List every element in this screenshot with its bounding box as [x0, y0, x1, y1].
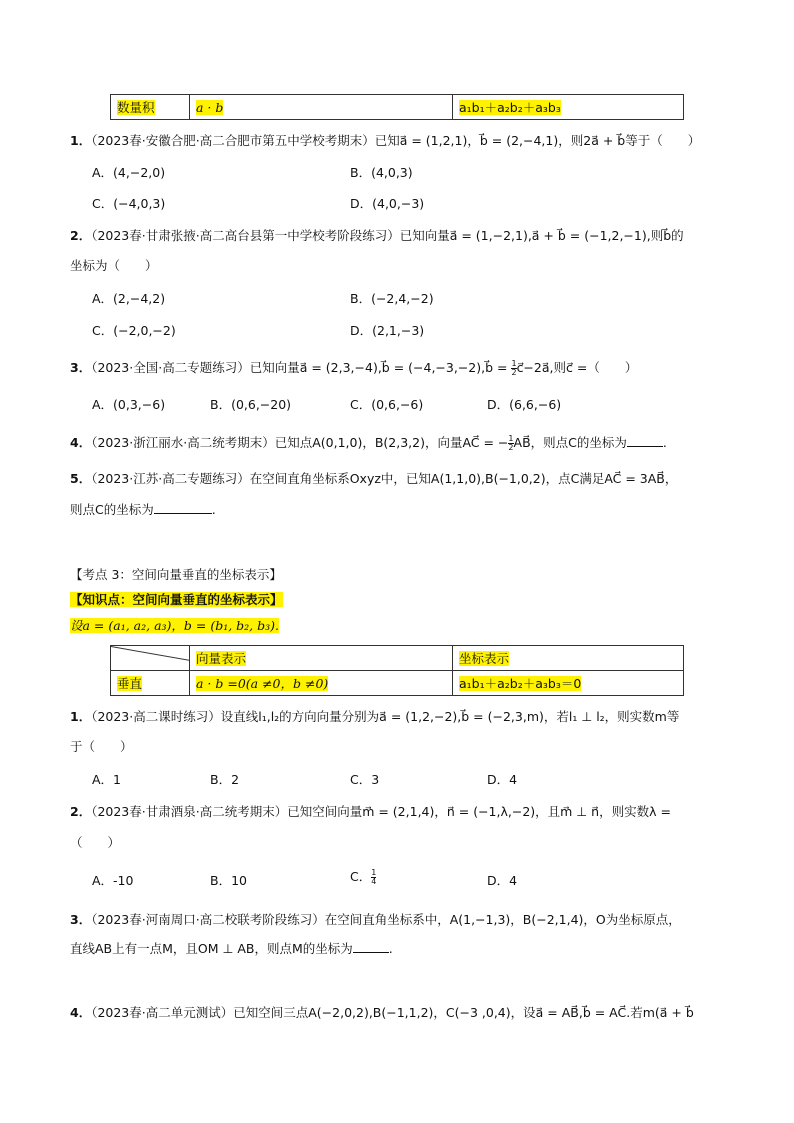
vector-expression: a · b [196, 99, 224, 115]
question-text-continued: 于（ ） [70, 739, 133, 754]
question-text-continued: 坐标为（ ） [70, 258, 158, 273]
question-text: （2023·全国·高二专题练习）已知向量a⃗ = (2,3,−4),b⃗ = (−4,−3,−2),b⃗ = [91, 360, 512, 375]
question-number: 1． [70, 133, 92, 148]
knowledge-title: 【知识点：空间向量垂直的坐标表示】 [70, 592, 283, 607]
fraction-numerator: 1 [511, 359, 517, 368]
option-a: A．(4,−2,0) [92, 165, 166, 180]
question-text: （2023春·甘肃张掖·高二高台县第一中学校考阶段练习）已知向量a⃗ = (1,−2,1),a⃗ + b⃗ = (−1,2,−1),则b⃗的 [91, 228, 684, 243]
question-number: 3． [70, 912, 92, 927]
question-text-continued: （ ） [70, 835, 121, 850]
fraction-denominator: 2 [511, 368, 517, 377]
punctuation: . [388, 941, 393, 956]
question-text-continued [70, 501, 216, 519]
table-cell [190, 671, 453, 696]
question-number: 2． [70, 804, 92, 819]
option-d: D．(4,0,−3) [350, 196, 425, 211]
question-2 [70, 227, 684, 245]
option-c: C．(−2,0,−2) [92, 323, 176, 338]
option-c: C．3 [350, 772, 380, 787]
perpendicular-table [110, 645, 684, 696]
question-3 [70, 359, 637, 377]
vector-setup [70, 617, 279, 635]
fraction-denominator: 2 [508, 443, 514, 452]
fraction-numerator: 1 [371, 868, 377, 877]
punctuation: . [662, 435, 667, 450]
answer-blank[interactable] [154, 501, 212, 514]
option-b: B．(−2,4,−2) [350, 291, 434, 306]
fraction [371, 869, 376, 886]
coordinate-expression: a₁b₁＋a₂b₂＋a₃b₃ [459, 100, 561, 115]
question-text: （2023春·甘肃酒泉·高二统考期末）已知空间向量m⃗ = (2,1,4)，n⃗ = (−1,λ,−2)，且m⃗ ⊥ n⃗，则实数λ = [91, 804, 671, 819]
table-cell [111, 671, 190, 696]
option-d: D．(6,6,−6) [487, 397, 562, 412]
question-4 [70, 1004, 694, 1022]
answer-blank[interactable] [627, 434, 663, 447]
row-label: 数量积 [117, 100, 155, 115]
question-text-tail: AB⃗，则点C的坐标为 [513, 435, 627, 450]
vector-condition: a · b =0(a ≠0，b ≠0) [196, 676, 329, 691]
question-text-continued [70, 940, 393, 958]
option-d: D．4 [487, 873, 518, 888]
option-c: C．(−4,0,3) [92, 196, 166, 211]
question-text: （2023·高二课时练习）设直线l₁,l₂的方向向量分别为a⃗ = (1,2,−2),b⃗ = (−2,3,m)，若l₁ ⊥ l₂，则实数m等 [91, 709, 680, 724]
question-number: 1． [70, 709, 92, 724]
option-b: B．(4,0,3) [350, 165, 413, 180]
question-text: （2023·浙江丽水·高二统考期末）已知点A(0,1,0)，B(2,3,2)，向量AC⃗ = − [91, 435, 509, 450]
option-a: A．(0,3,−6) [92, 397, 166, 412]
question-1 [70, 132, 700, 150]
option-label: C． [350, 869, 372, 884]
table-cell [111, 95, 190, 120]
question-number: 4． [70, 1005, 92, 1020]
table-cell [190, 95, 453, 120]
question-number: 3． [70, 360, 92, 375]
table-header [190, 646, 453, 671]
punctuation: . [211, 502, 216, 517]
option-d: D．(2,1,−3) [350, 323, 425, 338]
header-coordinate: 坐标表示 [459, 651, 510, 666]
option-b: B．2 [210, 772, 240, 787]
table-cell [453, 671, 684, 696]
question-text-tail: c⃗−2a⃗,则c⃗ =（ ） [516, 360, 638, 375]
table-cell [453, 95, 684, 120]
section-header: 【考点 3：空间向量垂直的坐标表示】 [70, 567, 282, 582]
table-corner-cell [111, 646, 190, 671]
question-1 [70, 708, 679, 726]
question-text: （2023春·安徽合肥·高二合肥市第五中学校考期末）已知a⃗ = (1,2,1)，b⃗ = (2,−4,1)，则2a⃗ + b⃗等于（ ） [91, 133, 701, 148]
question-number: 2． [70, 228, 92, 243]
question-text: （2023·江苏·高二专题练习）在空间直角坐标系Oxyz中，已知A(1,1,0),B(−1,0,2)，点C满足AC⃗ = 3AB⃗， [91, 471, 678, 486]
question-5 [70, 470, 677, 488]
table-header [453, 646, 684, 671]
question-text: 直线AB上有一点M，且OM ⊥ AB，则点M的坐标为 [70, 941, 353, 956]
question-3 [70, 911, 681, 929]
question-text: （2023春·高二单元测试）已知空间三点A(−2,0,2),B(−1,1,2)，C(−3 ,0,4)，设a⃗ = AB⃗,b⃗ = AC⃗.若m(a⃗ + b⃗ [91, 1005, 694, 1020]
question-4 [70, 434, 667, 452]
option-c: C．(0,6,−6) [350, 397, 424, 412]
answer-blank[interactable] [353, 940, 389, 953]
header-vector: 向量表示 [196, 651, 247, 666]
coordinate-condition: a₁b₁＋a₂b₂＋a₃b₃＝0 [459, 676, 582, 691]
question-number: 5． [70, 471, 92, 486]
setup-text: 设a = (a₁, a₂, a₃)，b = (b₁, b₂, b₃). [70, 618, 279, 633]
question-2 [70, 803, 671, 821]
knowledge-heading [70, 591, 283, 609]
option-d: D．4 [487, 772, 518, 787]
option-b: B．10 [210, 873, 247, 888]
dot-product-table [110, 94, 684, 120]
question-text: （2023春·河南周口·高二校联考阶段练习）在空间直角坐标系中，A(1,−1,3)，B(−2,1,4)，O为坐标原点， [91, 912, 681, 927]
row-label: 垂直 [117, 676, 143, 691]
option-b: B．(0,6,−20) [210, 397, 292, 412]
fraction-denominator: 4 [371, 877, 377, 886]
question-number: 4． [70, 435, 92, 450]
question-text: 则点C的坐标为 [70, 502, 154, 517]
option-c [350, 868, 376, 886]
option-a: A．-10 [92, 873, 134, 888]
option-a: A．(2,−4,2) [92, 291, 166, 306]
fraction-numerator: 1 [508, 434, 514, 443]
option-a: A．1 [92, 772, 122, 787]
